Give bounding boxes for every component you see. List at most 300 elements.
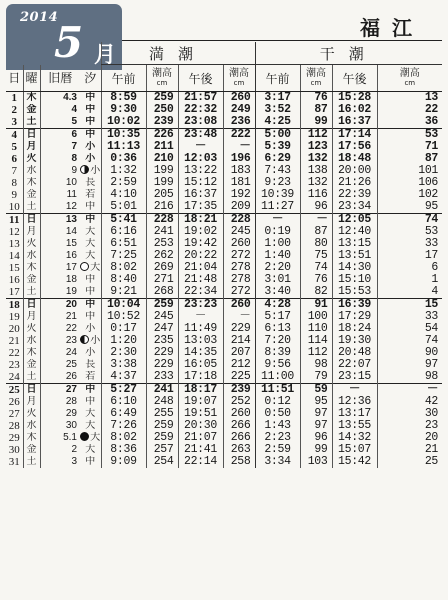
row-low-am-height: 97 [300,408,332,420]
row-high-pm-height: － [223,141,255,153]
row-high-pm-height: 228 [223,214,255,227]
row-high-am-height: 229 [146,359,178,371]
row-high-am-height: 205 [146,189,178,201]
row-weekday: 日 [23,214,40,227]
row-lunar-date: 12 [40,201,80,214]
row-lunar-date: 13 [40,214,80,227]
row-low-am-height: 75 [300,250,332,262]
col-low-am: 午前 [255,65,300,92]
table-row [6,201,442,214]
row-weekday: 月 [23,226,40,238]
row-tide-type: 中 [85,201,96,212]
table-row [6,420,442,432]
row-high-pm-height: 192 [223,189,255,201]
row-high-am-time: 6:16 [101,226,146,238]
row-high-pm-height: 272 [223,286,255,299]
row-low-pm-time: 14:32 [332,432,377,444]
row-low-pm-time: 21:26 [332,177,377,189]
row-low-am-height: 91 [300,299,332,312]
row-high-am-time: 10:52 [101,311,146,323]
tide-rows [6,92,442,469]
row-high-pm-height: 222 [223,129,255,142]
row-lunar-date: 28 [40,396,80,408]
row-lunar-date: 22 [40,323,80,335]
table-row [6,347,442,359]
row-low-am-time: 0:12 [255,396,300,408]
table-row [6,299,442,312]
row-lunar-date: 16 [40,250,80,262]
row-high-pm-time: 21:41 [178,444,223,456]
top-rule [122,40,442,41]
row-high-pm-height: 260 [223,299,255,312]
row-day: 17 [8,286,20,298]
full-moon-icon [80,262,89,271]
row-high-pm-time: 19:07 [178,396,223,408]
row-high-pm-height: － [223,311,255,323]
table-row [6,226,442,238]
row-tide-type: 中 [85,456,96,467]
row-high-am-time: 0:17 [101,323,146,335]
row-high-pm-height: 278 [223,262,255,274]
row-day: 29 [8,432,20,444]
table-row [6,432,442,444]
row-high-pm-time: 21:48 [178,274,223,286]
row-high-pm-time: 22:14 [178,456,223,468]
row-low-am-time: 6:29 [255,153,300,165]
row-day: 10 [8,201,20,213]
row-high-am-height: 241 [146,384,178,397]
row-tide-type: 中 [85,311,96,322]
row-high-pm-time: 13:22 [178,165,223,177]
col-high-am-height [146,65,178,92]
row-high-am-height: 255 [146,408,178,420]
row-low-pm-height: 33 [377,238,442,250]
row-lunar-date: 29 [40,408,80,420]
row-low-pm-height: 13 [377,92,442,105]
row-weekday: 火 [23,238,40,250]
row-low-pm-height: 25 [377,456,442,468]
row-high-pm-height: 239 [223,384,255,397]
row-high-am-time: 8:40 [101,274,146,286]
row-day: 5 [11,141,17,153]
col-day: 日 [6,65,23,92]
row-weekday: 木 [23,177,40,189]
row-lunar-date: 21 [40,311,80,323]
row-low-pm-height: 98 [377,371,442,384]
row-low-am-time: － [255,214,300,227]
row-low-pm-height: 53 [377,129,442,142]
row-high-am-time: 11:13 [101,141,146,153]
row-high-am-height: 226 [146,129,178,142]
row-low-am-height: 114 [300,335,332,347]
row-weekday: 土 [23,456,40,468]
row-low-pm-time: 23:15 [332,371,377,384]
row-low-pm-time: 17:56 [332,141,377,153]
row-low-am-height: 138 [300,165,332,177]
row-tide-type: 大 [85,408,96,419]
row-low-am-time: 2:20 [255,262,300,274]
row-low-pm-time: 17:29 [332,311,377,323]
row-high-pm-height: 183 [223,165,255,177]
row-low-pm-time: 16:37 [332,116,377,129]
row-weekday: 土 [23,371,40,384]
row-weekday: 日 [23,129,40,142]
row-lunar-date: 26 [40,371,80,384]
row-high-am-height: 271 [146,274,178,286]
row-weekday: 火 [23,153,40,165]
row-low-am-time: 7:43 [255,165,300,177]
row-high-pm-time: 19:02 [178,226,223,238]
row-weekday: 木 [23,347,40,359]
row-high-am-time: 6:51 [101,238,146,250]
table-row [6,286,442,299]
row-high-am-time: 7:26 [101,420,146,432]
row-high-pm-height: 212 [223,359,255,371]
row-lunar-date: 4 [40,104,80,116]
row-weekday: 木 [23,262,40,274]
height-label: 潮高 [229,68,249,79]
row-low-pm-height: 20 [377,432,442,444]
row-low-am-time: 9:56 [255,359,300,371]
row-low-pm-height: 6 [377,262,442,274]
row-low-am-height: 95 [300,396,332,408]
row-low-am-height: 96 [300,201,332,214]
row-low-am-time: 1:40 [255,250,300,262]
row-low-am-time: 2:59 [255,444,300,456]
row-high-pm-time: 23:08 [178,116,223,129]
row-low-pm-height: 87 [377,153,442,165]
new-moon-icon [80,432,89,441]
row-high-pm-time: 23:48 [178,129,223,142]
row-tide-type: 大 [85,420,96,431]
year-label: 2014 [20,10,59,25]
row-weekday: 日 [23,299,40,312]
row-tide-type: 若 [85,189,96,200]
row-low-pm-time: 13:55 [332,420,377,432]
row-high-pm-time: 20:30 [178,420,223,432]
table-row [6,444,442,456]
table-row [6,92,442,105]
row-weekday: 月 [23,311,40,323]
row-high-pm-time: 19:51 [178,408,223,420]
row-tide-type: 中 [85,274,96,285]
row-low-pm-time: 15:42 [332,456,377,468]
row-low-pm-time: 23:34 [332,201,377,214]
row-weekday: 土 [23,116,40,129]
row-low-pm-height: 106 [377,177,442,189]
row-low-am-height: 80 [300,238,332,250]
row-day: 24 [8,371,20,383]
row-high-am-time: 8:36 [101,444,146,456]
row-lunar-date: 10 [40,177,80,189]
row-low-am-height: 100 [300,311,332,323]
row-tide-type [80,335,101,347]
row-low-am-time: 1:00 [255,238,300,250]
row-high-pm-height: 249 [223,104,255,116]
row-high-pm-height: 225 [223,371,255,384]
row-low-pm-height: 21 [377,444,442,456]
row-lunar-date: 25 [40,359,80,371]
row-high-am-time: 9:30 [101,104,146,116]
row-high-pm-height: 207 [223,347,255,359]
tide-type-label: 小 [90,335,101,346]
row-high-pm-time: 18:21 [178,214,223,227]
row-tide-type: 大 [85,444,96,455]
row-low-pm-time: 17:14 [332,129,377,142]
row-tide-type: 中 [85,92,96,103]
row-day: 27 [8,408,20,420]
row-high-pm-time: 16:05 [178,359,223,371]
row-lunar-date: 2 [40,444,80,456]
row-low-am-time: 0:50 [255,408,300,420]
row-low-am-height: 110 [300,323,332,335]
table-row [6,335,442,347]
row-low-pm-time: 13:17 [332,408,377,420]
height-label: 潮高 [399,68,420,79]
row-high-am-height: 247 [146,323,178,335]
row-low-am-height: 76 [300,274,332,286]
row-low-pm-time: 22:39 [332,189,377,201]
row-high-am-height: 210 [146,153,178,165]
row-low-am-time: 4:25 [255,116,300,129]
month-number: 5 [54,18,84,67]
row-day: 1 [11,92,17,104]
table-row [6,250,442,262]
row-high-pm-height: 229 [223,323,255,335]
tide-type-label: 大 [90,262,101,273]
row-low-pm-height: 33 [377,311,442,323]
row-low-am-time: 3:34 [255,456,300,468]
row-low-pm-time: 18:48 [332,153,377,165]
row-tide-type [80,262,101,274]
row-day: 7 [11,165,17,177]
row-high-pm-time: － [178,311,223,323]
row-tide-type: 大 [85,226,96,237]
col-lunar: 旧暦 [40,65,80,92]
row-high-am-height: 229 [146,347,178,359]
row-lunar-date: 5.1 [40,432,80,444]
row-low-pm-height: 23 [377,420,442,432]
row-high-am-height: 228 [146,214,178,227]
row-tide-type: 若 [85,371,96,382]
row-tide-type: 長 [85,177,96,188]
row-low-am-height: 132 [300,153,332,165]
row-high-am-height: 259 [146,299,178,312]
row-lunar-date: 11 [40,189,80,201]
row-low-pm-time: 20:00 [332,165,377,177]
col-low-pm: 午後 [332,65,377,92]
row-weekday: 金 [23,444,40,456]
row-lunar-date: 3 [40,456,80,468]
height-unit: cm [310,79,322,87]
row-low-am-height: 123 [300,141,332,153]
row-day: 2 [11,104,17,116]
row-day: 8 [11,177,17,189]
row-low-pm-time: 22:07 [332,359,377,371]
row-high-am-time: 5:41 [101,214,146,227]
row-day: 13 [8,238,20,250]
col-high-am: 午前 [101,65,146,92]
row-lunar-date: 27 [40,384,80,397]
row-low-pm-time: 19:30 [332,335,377,347]
table-row [6,104,442,116]
row-high-am-height: 199 [146,165,178,177]
row-low-pm-time: 18:24 [332,323,377,335]
row-tide-type: 中 [85,104,96,115]
row-weekday: 木 [23,432,40,444]
tide-type-label: 小 [90,165,101,176]
row-weekday: 土 [23,201,40,214]
row-tide-type [80,432,101,444]
row-high-am-height: 259 [146,420,178,432]
row-tide-type [80,165,101,177]
row-tide-type: 中 [80,214,101,227]
table-row [6,359,442,371]
row-low-am-time: 3:52 [255,104,300,116]
row-high-pm-time: 21:57 [178,92,223,105]
row-high-am-height: 235 [146,335,178,347]
row-low-am-time: 6:13 [255,323,300,335]
row-day: 15 [8,262,20,274]
row-low-am-height: 76 [300,92,332,105]
row-weekday: 水 [23,165,40,177]
row-high-am-height: 199 [146,177,178,189]
row-high-am-height: 257 [146,444,178,456]
row-weekday: 金 [23,104,40,116]
row-low-am-height: 87 [300,226,332,238]
row-low-am-height: 97 [300,420,332,432]
row-high-am-height: 268 [146,286,178,299]
row-high-am-time: 0:36 [101,153,146,165]
row-low-pm-time: 15:53 [332,286,377,299]
row-low-pm-height: 102 [377,189,442,201]
row-low-am-height: 87 [300,104,332,116]
row-low-pm-height: 54 [377,323,442,335]
row-low-pm-height: 36 [377,116,442,129]
col-high-pm-height [223,65,255,92]
row-weekday: 水 [23,335,40,347]
row-high-pm-time: 19:42 [178,238,223,250]
row-high-pm-height: 214 [223,335,255,347]
table-row [6,371,442,384]
row-high-pm-time: 23:23 [178,299,223,312]
row-low-pm-height: 74 [377,214,442,227]
table-row [6,396,442,408]
col-weekday: 曜 [23,65,40,92]
row-low-am-height: 98 [300,359,332,371]
table-row [6,177,442,189]
row-high-pm-height: 252 [223,396,255,408]
row-lunar-date: 24 [40,347,80,359]
row-low-am-height: － [300,214,332,227]
row-high-am-time: 7:25 [101,250,146,262]
row-low-pm-height: 97 [377,359,442,371]
row-tide-type: 小 [85,323,96,334]
month-kanji: 月 [94,43,117,68]
row-high-am-height: 259 [146,432,178,444]
row-low-pm-height: 74 [377,335,442,347]
row-low-am-time: 10:39 [255,189,300,201]
row-low-pm-time: 13:51 [332,250,377,262]
table-row [6,323,442,335]
row-low-pm-height: 4 [377,286,442,299]
row-high-pm-time: － [178,141,223,153]
row-high-pm-time: 22:32 [178,104,223,116]
row-day: 6 [11,153,17,165]
row-day: 25 [6,384,23,397]
row-low-pm-height: 90 [377,347,442,359]
row-low-pm-time: 12:36 [332,396,377,408]
row-high-pm-time: 13:03 [178,335,223,347]
row-high-am-time: 8:59 [101,92,146,105]
last-moon-icon [80,335,89,344]
first-moon-icon [80,165,89,174]
row-low-am-time: 3:01 [255,274,300,286]
row-day: 18 [6,299,23,312]
row-day: 20 [8,323,20,335]
row-low-pm-height: 42 [377,396,442,408]
table-row [6,456,442,468]
row-low-am-height: 74 [300,262,332,274]
height-unit: cm [156,79,168,87]
row-weekday: 月 [23,396,40,408]
row-low-pm-time: 12:05 [332,214,377,227]
row-low-am-time: 11:51 [255,384,300,397]
row-high-pm-height: 258 [223,456,255,468]
table-row [6,384,442,397]
row-high-pm-height: 196 [223,153,255,165]
row-high-pm-time: 11:49 [178,323,223,335]
row-low-am-time: 5:17 [255,311,300,323]
row-high-am-height: 211 [146,141,178,153]
row-tide-type: 中 [85,396,96,407]
row-high-am-height: 239 [146,116,178,129]
row-low-pm-time: 16:39 [332,299,377,312]
row-high-pm-height: 260 [223,92,255,105]
row-low-pm-height: 95 [377,201,442,214]
row-day: 16 [8,274,20,286]
table-row [6,274,442,286]
row-weekday: 日 [23,384,40,397]
row-high-am-height: 254 [146,456,178,468]
row-tide-type: 小 [85,347,96,358]
row-high-pm-time: 16:37 [178,189,223,201]
col-high-pm: 午後 [178,65,223,92]
row-high-pm-height: 209 [223,201,255,214]
row-high-am-height: 245 [146,311,178,323]
row-lunar-date: 20 [40,299,80,312]
row-day: 3 [11,116,17,128]
row-lunar-date: 17 [40,262,80,274]
row-high-am-height: 259 [146,92,178,105]
row-high-am-height: 253 [146,238,178,250]
row-low-pm-time: 15:28 [332,92,377,105]
row-low-pm-height: 101 [377,165,442,177]
row-low-am-time: 2:23 [255,432,300,444]
table-row [6,311,442,323]
row-low-am-time: 1:43 [255,420,300,432]
row-weekday: 金 [23,274,40,286]
row-low-am-height: 82 [300,286,332,299]
row-low-am-height: 79 [300,371,332,384]
row-low-pm-height: － [377,384,442,397]
row-day: 28 [8,420,20,432]
row-low-am-height: 132 [300,177,332,189]
row-high-pm-height: 278 [223,274,255,286]
row-day: 12 [8,226,20,238]
row-weekday: 金 [23,189,40,201]
row-day: 4 [6,129,23,142]
